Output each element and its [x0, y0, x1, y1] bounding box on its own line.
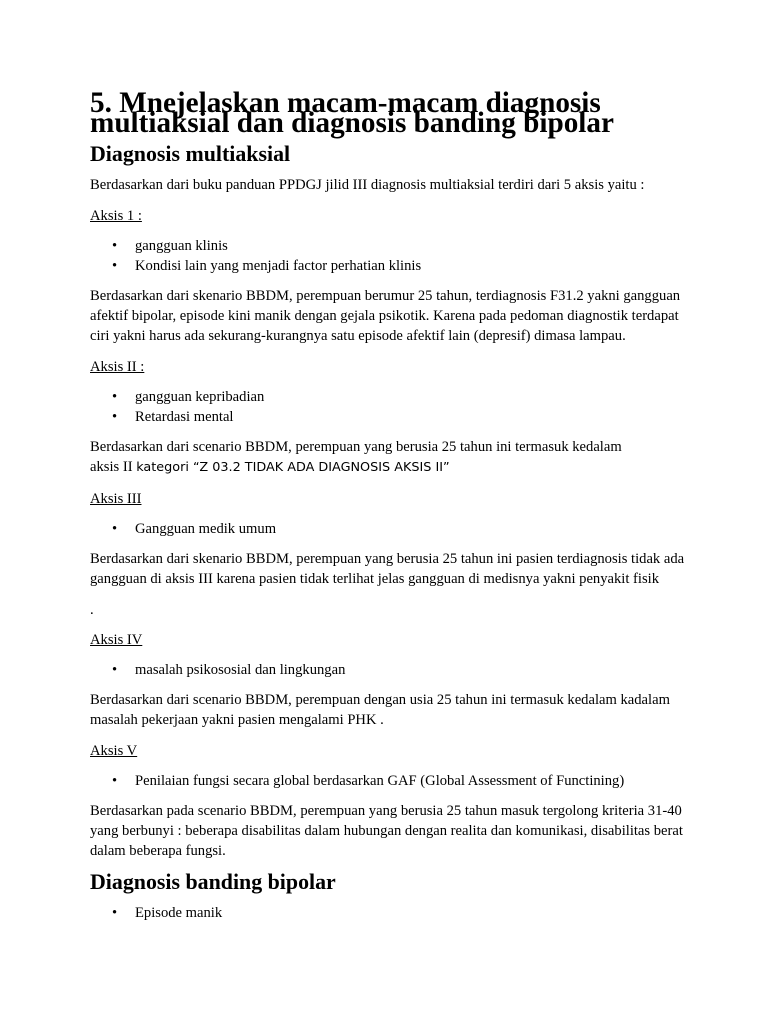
aksis-2-explanation-line1: Berdasarkan dari scenario BBDM, perempuan yang berusia 25 tahun ini termasuk kedalam: [90, 439, 622, 455]
list-item: • masalah psikososial dan lingkungan: [90, 660, 698, 680]
stray-dot: .: [90, 602, 94, 618]
list-item: • Kondisi lain yang menjadi factor perhatian klinis: [90, 256, 698, 276]
section-heading-multiaksial: Diagnosis multiaksial: [90, 141, 291, 166]
aksis-1-label: Aksis 1 :: [90, 208, 142, 224]
aksis-3-label: Aksis III: [90, 491, 142, 507]
aksis-2-label: Aksis II :: [90, 359, 145, 375]
list-item: • gangguan klinis: [90, 236, 698, 256]
banding-list: [90, 903, 698, 923]
aksis-2-explanation-line2a: aksis II: [90, 459, 137, 475]
aksis-3-explanation: Berdasarkan dari skenario BBDM, perempuan yang berusia 25 tahun ini pasien terdiagnosis tidak ada gangguan di aksis III karena pasien tidak terlihat jelas gangguan di medisnya yakni penyakit fisik: [90, 551, 685, 587]
aksis-4-explanation: Berdasarkan dari scenario BBDM, perempuan dengan usia 25 tahun ini termasuk kedalam kadalam masalah pekerjaan yakni pasien mengalami PHK .: [90, 692, 670, 728]
aksis-4-list: [90, 660, 698, 680]
aksis-5-list: [90, 771, 698, 791]
list-item: • Episode manik: [90, 903, 698, 923]
aksis-2-explanation: [90, 437, 698, 478]
list-item: • Gangguan medik umum: [90, 519, 698, 539]
aksis-1-explanation: Berdasarkan dari skenario BBDM, perempuan berumur 25 tahun, terdiagnosis F31.2 yakni gangguan afektif bipolar, episode kini manik dengan gejala psikotik. Karena pada pedoman diagnostik terdapat ciri yakni harus ada sekurang-kurangnya satu episode afektif lain (depresif) dimasa lampau.: [90, 288, 681, 344]
aksis-2-category: kategori “Z 03.2 TIDAK ADA DIAGNOSIS AKSIS II”: [136, 460, 450, 475]
document-title: 5. Mnejelaskan macam-macam diagnosis multiaksial dan diagnosis banding bipolar: [90, 87, 614, 139]
aksis-5-explanation: Berdasarkan pada scenario BBDM, perempuan yang berusia 25 tahun masuk tergolong kriteria 31-40 yang berbunyi : beberapa disabilitas dalam hubungan dengan realita dan komunikasi, disabilitas berat dalam beberapa fungsi.: [90, 803, 683, 859]
aksis-4-label: Aksis IV: [90, 632, 143, 648]
aksis-2-list: [90, 387, 698, 427]
list-item: • Penilaian fungsi secara global berdasarkan GAF (Global Assessment of Functining): [90, 771, 698, 791]
section-heading-banding-bipolar: Diagnosis banding bipolar: [90, 869, 336, 894]
list-item: • Retardasi mental: [90, 407, 698, 427]
list-item: • gangguan kepribadian: [90, 387, 698, 407]
aksis-1-list: [90, 236, 698, 276]
aksis-3-list: [90, 519, 698, 539]
aksis-5-label: Aksis V: [90, 743, 138, 759]
intro-paragraph: Berdasarkan dari buku panduan PPDGJ jilid III diagnosis multiaksial terdiri dari 5 aksis yaitu :: [90, 177, 645, 193]
